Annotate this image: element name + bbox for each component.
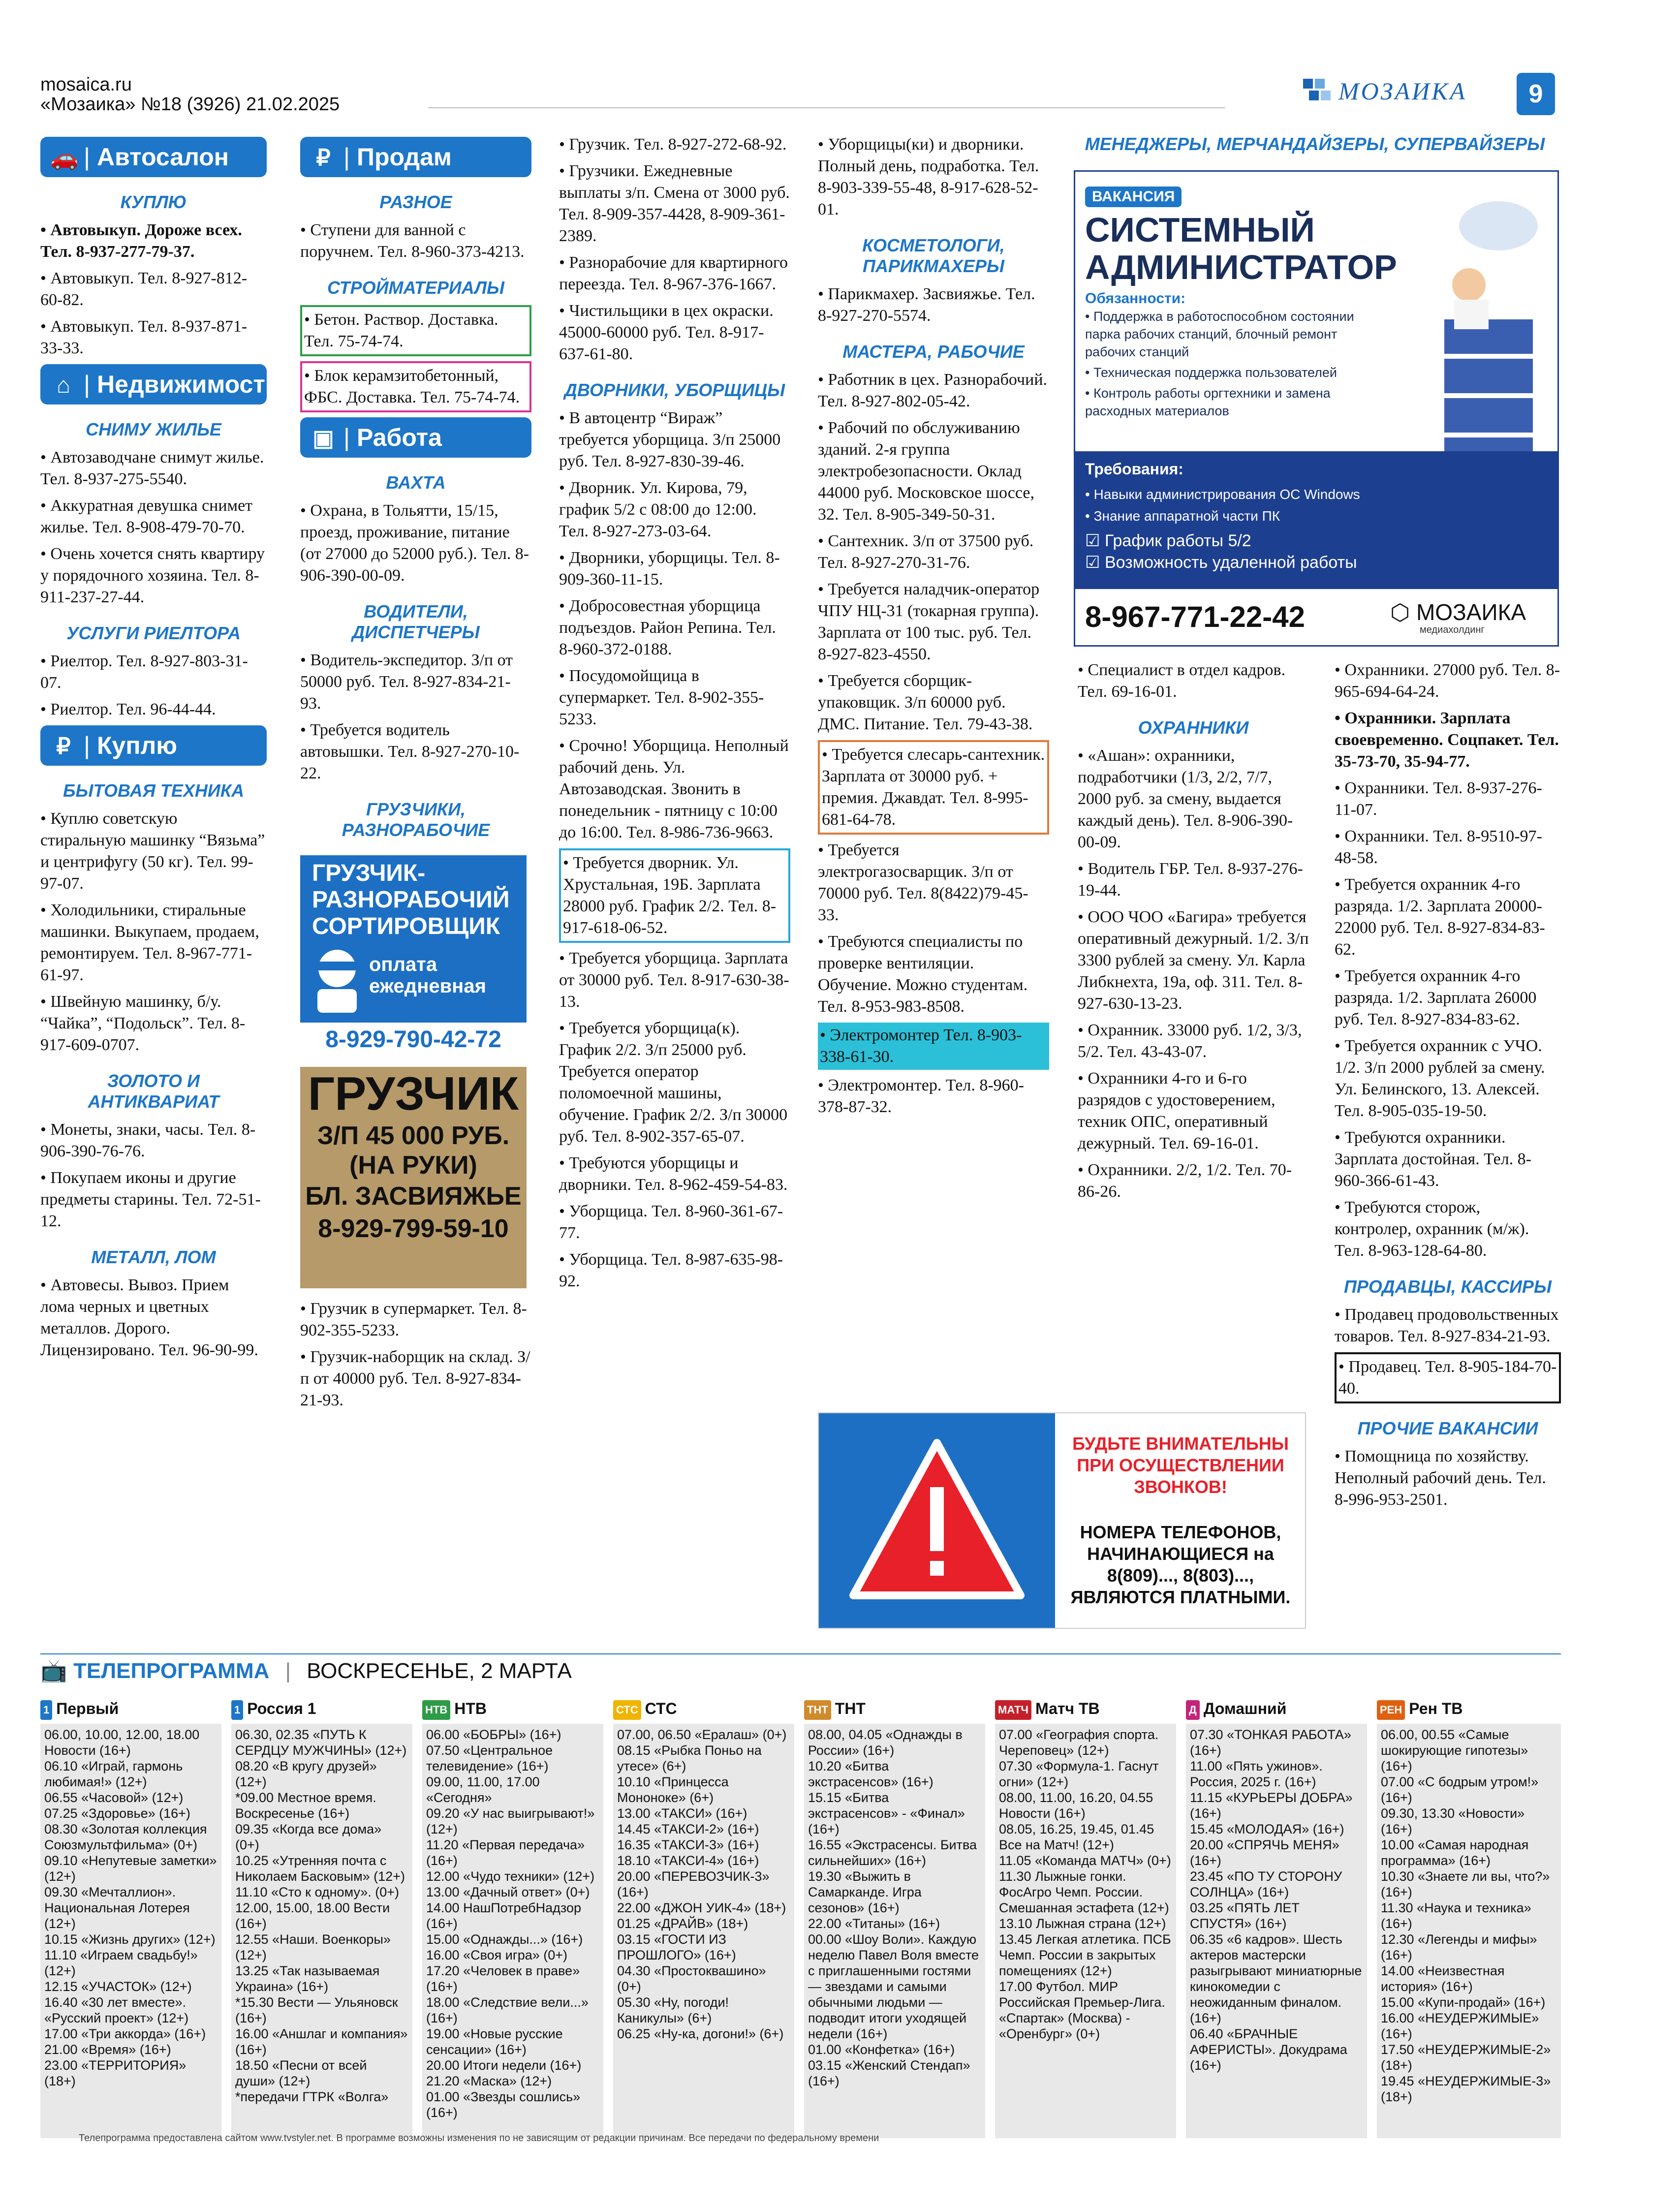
ad: • Требуется охранник 4-го разряда. 1/2. Зарплата 20000-22000 руб. Тел. 8-927-834-83-62. <box>1335 875 1545 959</box>
subheading: СТРОЙМАТЕРИАЛЫ <box>327 278 504 298</box>
tv-program: 16.00 «НЕУДЕРЖИМЫЕ» (16+) <box>1381 2010 1539 2041</box>
header-divider <box>428 107 1225 108</box>
ad: • Автовесы. Вывоз. Прием лома черных и цветных металлов. Дорого. Лицензировано. Тел. 96-90-99. <box>40 1276 258 1359</box>
tv-program: 12.00 «Чудо техники» (12+) <box>426 1868 595 1884</box>
warning-ad <box>818 1412 1306 1629</box>
ad: • Требуются охранники. Зарплата достойная. Тел. 8-960-366-61-43. <box>1335 1128 1531 1190</box>
cubes-icon <box>1299 74 1334 108</box>
tv-program: 11.20 «Первая передача» (16+) <box>426 1837 585 1868</box>
ad-phone: 8-967-771-22-42 <box>1085 600 1305 633</box>
channel-logo-icon: 1 <box>40 1700 52 1720</box>
tv-program: 07.50 «Центральное телевидение» (16+) <box>426 1742 553 1773</box>
ad: • Требуется сборщик-упаковщик. З/п 60000 руб. ДМС. Питание. Тел. 79-43-38. <box>818 672 1033 733</box>
tv-program: 23.45 «ПО ТУ СТОРОНУ СОЛНЦА» (16+) <box>1190 1868 1342 1899</box>
subheading: КОСМЕТОЛОГИ, ПАРИКМАХЕРЫ <box>862 235 1005 276</box>
ad: • Требуются уборщицы и дворники. Тел. 8-962-459-54-83. <box>559 1154 788 1194</box>
ad: • Покупаем иконы и другие предметы старины. Тел. 72-51-12. <box>40 1169 261 1230</box>
ad: • Требуется уборщица. Зарплата от 30000 руб. Тел. 8-917-630-38-13. <box>559 949 789 1011</box>
tv-program: 10.00 «Самая народная программа» (16+) <box>1381 1837 1529 1868</box>
subheading: МАСТЕРА, РАБОЧИЕ <box>842 342 1025 362</box>
tv-program: 10.25 «Утренняя почта с Николаем Басковым» (12+) <box>235 1853 405 1884</box>
tv-program: 09.20 «У нас выигрывают!» (12+) <box>426 1805 595 1836</box>
tv-program: 10.30 «Знаете ли вы, что?» (16+) <box>1381 1868 1550 1899</box>
tv-program: 03.15 «Женский Стендап» (16+) <box>808 2057 970 2088</box>
ad: • Охранники. Зарплата своевременно. Соцпакет. Тел. 35-73-70, 35-94-77. <box>1335 709 1559 771</box>
tv-program: 11.05 «Команда МАТЧ» (0+) <box>999 1853 1171 1868</box>
ad: • Требуется охранник с УЧО. 1/2. З/п 2000 рублей за смену. Ул. Белинского, 13. Алексей. Тел. 8-905-035-19-50. <box>1335 1037 1545 1120</box>
ad-title: СИСТЕМНЫЙ АДМИНИСТРАТОР <box>1085 211 1397 286</box>
tv-channel-tnt: ТНТ ТНТ 08.00, 04.05 «Однажды в России» (16+) 10.20 «Битва экстрасенсов» (16+) 15.15 «Битва экстрасенсов» - «Финал» (16+) 16.55 «Экстрасенсы. Битва сильнейших» (16+) 19.30 «Выжить в Самарканде. Игра сезонов» (16+) 22.00 «Титаны» (16+) 00.00 «Шоу Воли». Каждую неделю Павел Воля вместе с приглашенными гостями — звездами и самыми обычными людьми — подводит итоги уходящей недели (16+) 01.00 «Конфетка» (16+) 03.15 «Женский Стендап» (16+) <box>804 1699 985 2138</box>
ad: • Работник в цех. Разнорабочий. Тел. 8-927-802-05-42. <box>818 371 1048 410</box>
ad: • Охрана, в Тольятти, 15/15, проезд, проживание, питание (от 27000 до 52000 руб.). Тел. 8-906-390-00-09. <box>300 501 529 585</box>
ad-title: ГРУЗЧИК- РАЗНОРАБОЧИЙ СОРТИРОВЩИК <box>312 860 510 939</box>
vacancy-tag: ВАКАНСИЯ <box>1085 187 1182 207</box>
tv-schedule <box>995 1724 1176 2138</box>
tv-program: 14.00 НашПотребНадзор (16+) <box>426 1900 582 1931</box>
tv-program: 09.30, 13.30 «Новости» (16+) <box>1381 1805 1525 1836</box>
tv-schedule <box>613 1724 794 2138</box>
tv-program: 13.00 «ТАКСИ» (16+) <box>617 1805 747 1821</box>
subheading: БЫТОВАЯ ТЕХНИКА <box>63 780 244 801</box>
warning-title: БУДЬТЕ ВНИМАТЕЛЬНЫ ПРИ ОСУЩЕСТВЛЕНИИ ЗВОНКОВ! <box>1072 1433 1289 1497</box>
tv-program: 09.35 «Когда все дома» (0+) <box>235 1821 382 1852</box>
subheading: МЕНЕДЖЕРЫ, МЕРЧАНДАЙЗЕРЫ, СУПЕРВАЙЗЕРЫ <box>1085 134 1545 154</box>
ad: • Грузчик-наборщик на склад. З/п от 40000 руб. Тел. 8-927-834-21-93. <box>300 1348 530 1409</box>
tv-program: 07.30 «Формула-1. Гаснут огни» (12+) <box>999 1758 1159 1789</box>
ruble-icon: ₽ <box>56 733 71 759</box>
ad: • Посудомойщица в супермаркет. Тел. 8-902-355-5233. <box>559 667 764 728</box>
channel-logo-icon: РЕН <box>1377 1700 1405 1720</box>
subheading: ОХРАННИКИ <box>1138 717 1249 738</box>
car-icon: 🚗 <box>50 145 79 170</box>
tv-program: 20.00 «ПЕРЕВОЗЧИК-3» (16+) <box>617 1868 770 1899</box>
ad: • Требуются специалисты по проверке вентиляции. Обучение. Можно студентам. Тел. 8-953-983-8508. <box>818 933 1028 1016</box>
tv-program: 16.40 «30 лет вместе». «Русский проект» (12+) <box>44 1994 189 2025</box>
ad: • Требуется электрогазосварщик. З/п от 70000 руб. Тел. 8(8422)79-45-33. <box>818 841 1028 924</box>
ad: • Холодильники, стиральные машинки. Выкупаем, продаем, ремонтируем. Тел. 8-967-771-61-97. <box>40 901 259 984</box>
ad-title: ГРУЗЧИК <box>308 1067 519 1120</box>
ad-phone: 8-929-799-59-10 <box>318 1214 509 1243</box>
tv-program: 15.00 «Однажды...» (16+) <box>426 1931 583 1947</box>
ad: • Риелтор. Тел. 8-927-803-31-07. <box>40 652 248 692</box>
tv-program: 13.25 «Так называемая Украина» (16+) <box>235 1963 380 1994</box>
tv-program: 15.00 «Купи-продай» (16+) <box>1381 1994 1546 2010</box>
tv-program: 17.20 «Человек в праве» (16+) <box>426 1963 580 1994</box>
tv-program: 12.15 «УЧАСТОК» (12+) <box>44 1979 192 1994</box>
ad: • Грузчик. Тел. 8-927-272-68-92. <box>559 135 787 154</box>
loader-ad-tan <box>300 1067 527 1288</box>
tv-program: 08.05, 16.25, 19.45, 01.45 Все на Матч! (12+) <box>999 1821 1154 1852</box>
house-icon: ⌂ <box>57 372 70 398</box>
column-6 <box>1335 659 1561 1516</box>
tv-divider <box>40 1653 1561 1654</box>
tv-program: 16.35 «ТАКСИ-3» (16+) <box>617 1837 759 1852</box>
subheading: КУПЛЮ <box>120 192 187 212</box>
ad-boxed: • Бетон. Раствор. Доставка. Тел. 75-74-74. <box>300 305 531 356</box>
tv-program: 03.25 «ПЯТЬ ЛЕТ СПУСТЯ» (16+) <box>1190 1900 1300 1931</box>
ad: • Водитель-экспедитор. З/п от 50000 руб. Тел. 8-927-834-21-93. <box>300 651 513 713</box>
ad-pay: оплата ежедневная <box>369 954 486 997</box>
ad: • Автовыкуп. Дороже всех. Тел. 8-937-277-79-37. <box>40 221 242 261</box>
ad: • Специалист в отдел кадров. Тел. 69-16-01. <box>1078 661 1286 701</box>
tv-program: 12.55 «Наши. Военкоры» (12+) <box>235 1931 391 1962</box>
tv-program: 10.15 «Жизнь других» (12+) <box>44 1931 216 1947</box>
tv-program: 11.30 «Наука и техника» (16+) <box>1381 1900 1531 1931</box>
ad-pay-note: (НА РУКИ) <box>349 1151 477 1180</box>
ad: • Требуются сторож, контролер, охранник (м/ж). Тел. 8-963-128-64-80. <box>1335 1198 1529 1260</box>
tv-header: 📺 ТЕЛЕПРОГРАММА | ВОСКРЕСЕНЬЕ, 2 МАРТА <box>40 1659 572 1683</box>
tv-program: 05.30 «Ну, погоди! Каникулы» (6+) <box>617 1994 729 2025</box>
tv-program: 00.00 «Шоу Воли». Каждую неделю Павел Воля вместе с приглашенными гостями — звездами и самыми обычными людьми — подводит итоги уходящей недели (16+) <box>808 1931 979 2041</box>
ad: • Сантехник. З/п от 37500 руб. Тел. 8-927-270-31-76. <box>818 532 1034 572</box>
subheading: ПРОДАВЦЫ, КАССИРЫ <box>1344 1276 1552 1297</box>
subheading: ПРОЧИЕ ВАКАНСИИ <box>1357 1418 1538 1438</box>
tv-program: 07.00 «География спорта. Череповец» (12+) <box>999 1727 1159 1758</box>
tv-program: 07.30 «ТОНКАЯ РАБОТА» (16+) <box>1190 1727 1351 1758</box>
ad: • «Ашан»: охранники, подработчики (1/3, 2/2, 7/7, 2000 руб. за смену, выдается каждый день). Тел. 8-906-390-00-09. <box>1078 747 1293 851</box>
subheading: ГРУЗЧИКИ, РАЗНОРАБОЧИЕ <box>342 799 490 840</box>
ad: • Аккуратная девушка снимет жилье. Тел. 8-908-479-70-70. <box>40 497 253 536</box>
tv-program: 06.40 «БРАЧНЫЕ АФЕРИСТЫ». Докудрама (16+) <box>1190 2026 1347 2073</box>
tv-program: 16.55 «Экстрасенсы. Битва сильнейших» (16+) <box>808 1837 977 1868</box>
tv-program: 07.00, 06.50 «Ералаш» (0+) <box>617 1727 787 1742</box>
sysadmin-ad <box>1074 170 1559 647</box>
ad: • Автовыкуп. Тел. 8-937-871-33-33. <box>40 317 248 357</box>
issue-info: «Мозаика» №18 (3926) 21.02.2025 <box>40 94 340 115</box>
subheading: МЕТАЛЛ, ЛОМ <box>91 1247 216 1267</box>
worker-icon <box>310 944 364 1013</box>
tv-program: 19.00 «Новые русские сенсации» (16+) <box>426 2026 563 2057</box>
tv-program: 15.15 «Битва экстрасенсов» - «Финал» (16+) <box>808 1790 965 1836</box>
tv-program: *15.30 Вести — Ульяновск (16+) <box>235 1994 398 2025</box>
tv-program: 08.20 «В кругу друзей» (12+) <box>235 1758 377 1789</box>
tv-channel-rossiya: 1 Россия 1 06.30, 02.35 «ПУТЬ К СЕРДЦУ МУЖЧИНЫ» (12+) 08.20 «В кругу друзей» (12+) *09.00 Местное время. Воскресенье (16+) 09.35 «Когда все дома» (0+) 10.25 «Утренняя почта с Николаем Басковым» (12+) 11.10 «Сто к одному». (0+) 12.00, 15.00, 18.00 Вести (16+) 12.55 «Наши. Военкоры» (12+) 13.25 «Так называемая Украина» (16+) *15.30 Вести — Ульяновск (16+) 16.00 «Аншлаг и компания» (16+) 18.50 «Песни от всей души» (12+) *передачи ГТРК «Волга» <box>231 1699 412 2138</box>
tv-program: 08.00, 04.05 «Однажды в России» (16+) <box>808 1727 963 1758</box>
ad: • Автозаводчане снимут жилье. Тел. 8-937-275-5540. <box>40 448 264 488</box>
ad: • Автовыкуп. Тел. 8-927-812-60-82. <box>40 269 248 309</box>
section-work: ▣ | Работа <box>300 417 531 458</box>
ad: • Требуется наладчик-оператор ЧПУ НЦ-31 (токарная группа). Зарплата от 100 тыс. руб. Тел. 8-927-823-4550. <box>818 580 1040 663</box>
tv-channel-match: МАТЧ Матч ТВ 07.00 «География спорта. Череповец» (12+) 07.30 «Формула-1. Гаснут огни» (12+) 08.00, 11.00, 16.20, 04.55 Новости (16+) 08.05, 16.25, 19.45, 01.45 Все на Матч! (12+) 11.05 «Команда МАТЧ» (0+) 11.30 Лыжные гонки. ФосАгро Чемп. России. Смешанная эстафета (12+) 13.10 Лыжная страна (12+) 13.45 Легкая атлетика. ПСБ Чемп. России в закрытых помещениях (12+) 17.00 Футбол. МИР Российская Премьер-Лига. «Спартак» (Москва) - «Оренбург» (0+) <box>995 1699 1176 2138</box>
tv-program: 06.00, 00.55 «Самые шокирующие гипотезы» (16+) <box>1381 1727 1528 1773</box>
tv-program: 08.15 «Рыбка Поньо на утесе» (6+) <box>617 1742 762 1773</box>
column-5 <box>1078 659 1309 1208</box>
subheading: ЗОЛОТО И АНТИКВАРИАТ <box>88 1071 219 1112</box>
ad: • Уборщицы(ки) и дворники. Полный день, подработка. Тел. 8-903-339-55-48, 8-917-628-52-01. <box>818 135 1039 218</box>
tv-day: ВОСКРЕСЕНЬЕ, 2 МАРТА <box>307 1659 572 1683</box>
brand-sub: медиахолдинг <box>1420 624 1485 635</box>
tv-program: 17.00 «Три аккорда» (16+) <box>44 2026 206 2041</box>
ad-boxed: • Продавец. Тел. 8-905-184-70-40. <box>1335 1352 1561 1403</box>
tv-program: 13.00 «Дачный ответ» (0+) <box>426 1884 590 1899</box>
tv-program: 23.00 «ТЕРРИТОРИЯ» (18+) <box>44 2057 187 2088</box>
column-4 <box>818 134 1049 1123</box>
ad: • Чистильщики в цех окраски. 45000-60000 руб. Тел. 8-917-637-61-80. <box>559 302 774 363</box>
ad: • Помощница по хозяйству. Неполный рабочий день. Тел. 8-996-953-2501. <box>1335 1447 1546 1509</box>
ad: • Охранники. Тел. 8-937-276-11-07. <box>1335 779 1542 819</box>
column-3 <box>559 134 790 1297</box>
ad: • Разнорабочие для квартирного переезда. Тел. 8-967-376-1667. <box>559 253 788 293</box>
tv-program: 04.30 «Простоквашино» (0+) <box>617 1963 766 1994</box>
ad: • Требуется охранник 4-го разряда. 1/2. Зарплата 26000 руб. Тел. 8-927-834-83-62. <box>1335 967 1537 1028</box>
tv-program: 12.00, 15.00, 18.00 Вести (16+) <box>235 1900 390 1931</box>
ad: • В автоцентр “Вираж” требуется уборщица. З/п 25000 руб. Тел. 8-927-830-39-46. <box>559 409 781 470</box>
tv-program: 11.10 «Играем свадьбу!» (12+) <box>44 1947 198 1978</box>
ad-phone: 8-929-790-42-72 <box>300 1023 527 1057</box>
subheading: ВАХТА <box>386 472 446 493</box>
tv-program: 19.45 «НЕУДЕРЖИМЫЕ-3» (18+) <box>1381 2073 1551 2104</box>
ad-highlighted: • Электромонтер Тел. 8-903-338-61-30. <box>818 1023 1049 1070</box>
ad: • Уборщица. Тел. 8-987-635-98-92. <box>559 1250 783 1290</box>
brand-logo: ⬡ МОЗАИКА <box>1390 599 1526 625</box>
channel-logo-icon: 1 <box>231 1700 243 1720</box>
tv-program: 07.25 «Здоровье» (16+) <box>44 1805 190 1821</box>
tv-program: 15.45 «МОЛОДАЯ» (16+) <box>1190 1821 1344 1836</box>
tv-program: 06.25 «Ну-ка, догони!» (6+) <box>617 2026 784 2041</box>
tv-program: 10.20 «Битва экстрасенсов» (16+) <box>808 1758 933 1789</box>
tv-program: 11.00 «Пять ужинов». Россия, 2025 г. (16+) <box>1190 1758 1323 1789</box>
tv-program: 21.20 «Маска» (12+) <box>426 2073 552 2088</box>
subheading: СНИМУ ЖИЛЬЕ <box>86 419 221 439</box>
channel-logo-icon: НТВ <box>422 1700 450 1720</box>
tv-program: 12.30 «Легенды и мифы» (16+) <box>1381 1931 1537 1962</box>
ad: • Охранник. 33000 руб. 1/2, 3/3, 5/2. Тел. 43-43-07. <box>1078 1021 1302 1061</box>
tv-program: 18.10 «ТАКСИ-4» (16+) <box>617 1853 759 1868</box>
site-url[interactable]: mosaica.ru <box>40 74 132 95</box>
tv-channel-ntv: НТВ НТВ 06.00 «БОБРЫ» (16+) 07.50 «Центральное телевидение» (16+) 09.00, 11.00, 17.00 «Сегодня» 09.20 «У нас выигрывают!» (12+) 11.20 «Первая передача» (16+) 12.00 «Чудо техники» (12+) 13.00 «Дачный ответ» (0+) 14.00 НашПотребНадзор (16+) 15.00 «Однажды...» (16+) 16.00 «Своя игра» (0+) 17.20 «Человек в праве» (16+) 18.00 «Следствие вели...» (16+) 19.00 «Новые русские сенсации» (16+) 20.00 Итоги недели (16+) 21.20 «Маска» (12+) 01.00 «Звезды сошлись» (16+) <box>422 1699 603 2138</box>
tv-schedule <box>231 1724 412 2138</box>
tv-program: 18.50 «Песни от всей души» (12+) <box>235 2057 367 2088</box>
channel-logo-icon: Д <box>1186 1700 1200 1720</box>
loader-ad-blue <box>300 855 527 1057</box>
tv-program: 06.00, 10.00, 12.00, 18.00 Новости (16+) <box>44 1727 200 1758</box>
ad: • ООО ЧОО «Багира» требуется оперативный дежурный. 1/2. З/п 3300 рублей за смену. Ул. Карла Либкнехта, 19а, оф. 311. Тел. 8-927-630-13-23. <box>1078 908 1309 1013</box>
tv-program: 06.55 «Часовой» (12+) <box>44 1790 184 1805</box>
ad: • Водитель ГБР. Тел. 8-937-276-19-44. <box>1078 860 1303 900</box>
tv-schedule <box>40 1724 221 2138</box>
tv-program: 01.25 «ДРАЙВ» (18+) <box>617 1916 748 1931</box>
tv-program: 01.00 «Конфетка» (16+) <box>808 2042 955 2057</box>
tv-program: 07.00 «С бодрым утром!» (16+) <box>1381 1774 1539 1805</box>
hexagon-icon: ⬡ <box>1390 599 1410 625</box>
section-autosalon: 🚗 | Автосалон <box>40 137 267 177</box>
column-2 <box>300 134 531 1416</box>
tv-icon: 📺 <box>40 1659 67 1683</box>
tv-program: 01.00 «Звезды сошлись» (16+) <box>426 2089 581 2120</box>
section-realty: ⌂ | Недвижимость <box>40 364 267 404</box>
tv-schedule <box>804 1724 985 2138</box>
ad: • Грузчик в супермаркет. Тел. 8-902-355-5233. <box>300 1300 527 1339</box>
ruble-up-icon: ₽ <box>316 145 331 170</box>
tv-program: 11.15 «КУРЬЕРЫ ДОБРА» (16+) <box>1190 1790 1353 1821</box>
tv-program: 06.00 «БОБРЫ» (16+) <box>426 1727 561 1742</box>
ad: • Требуется водитель автовышки. Тел. 8-927-270-10-22. <box>300 721 520 782</box>
checkbox-icon: ☑ <box>1085 553 1100 572</box>
tv-channel-sts: СТС СТС 07.00, 06.50 «Ералаш» (0+) 08.15 «Рыбка Поньо на утесе» (6+) 10.10 «Принцесса Мононоке» (6+) 13.00 «ТАКСИ» (16+) 14.45 «ТАКСИ-2» (16+) 16.35 «ТАКСИ-3» (16+) 18.10 «ТАКСИ-4» (16+) 20.00 «ПЕРЕВОЗЧИК-3» (16+) 22.00 «ДЖОН УИК-4» (18+) 01.25 «ДРАЙВ» (18+) 03.15 «ГОСТИ ИЗ ПРОШЛОГО» (16+) 04.30 «Простоквашино» (0+) 05.30 «Ну, погоди! Каникулы» (6+) 06.25 «Ну-ка, догони!» (6+) <box>613 1699 794 2138</box>
ad-address: БЛ. ЗАСВИЯЖЬЕ <box>305 1182 522 1211</box>
ad: • Срочно! Уборщица. Неполный рабочий день. Ул. Автозаводская. Звонить в понедельник - пятницу с 10:00 до 16:00. Тел. 8-986-736-9663. <box>559 737 789 841</box>
ad: • Охранники. 27000 руб. Тел. 8-965-694-64-24. <box>1335 661 1560 701</box>
ad: • Продавец продовольственных товаров. Тел. 8-927-834-21-93. <box>1335 1306 1559 1345</box>
ad: • Требуется уборщица(к). График 2/2. З/п 25000 руб. Требуется оператор поломоечной машины, обучение. График 2/2. З/п 30000 руб. Тел. 8-902-357-65-07. <box>559 1019 788 1146</box>
tv-program: 06.35 «6 кадров». Шесть актеров мастерски разыгрывают миниатюрные кинокомедии с неожиданным финалом. (16+) <box>1190 1931 1362 2025</box>
ad-boxed: • Требуется дворник. Ул. Хрустальная, 19Б. Зарплата 28000 руб. График 2/2. Тел. 8-917-618-06-52. <box>559 848 790 943</box>
warning-panel <box>819 1413 1055 1628</box>
ad-pay: З/П 45 000 РУБ. <box>317 1121 510 1150</box>
section-sell: ₽ | Продам <box>300 137 531 177</box>
channel-logo-icon: СТС <box>613 1700 641 1720</box>
mozaika-logo <box>1299 74 1486 108</box>
ad: • Уборщица. Тел. 8-960-361-67-77. <box>559 1202 783 1242</box>
ad: • Швейную машинку, б/у. “Чайка”, “Подольск”. Тел. 8-917-609-0707. <box>40 993 246 1054</box>
tv-schedule <box>1186 1724 1367 2138</box>
tv-program: 18.00 «Следствие вели...» (16+) <box>426 1994 589 2025</box>
tv-program: *09.00 Местное время. Воскресенье (16+) <box>235 1790 376 1821</box>
tv-program: 20.00 «СПРЯЧЬ МЕНЯ» (16+) <box>1190 1837 1339 1868</box>
tv-footer-note: Телепрограмма предоставлена сайтом www.tvstyler.net. В программе возможны изменения по не зависящим от редакции причинам. Все передачи по федеральному времени <box>79 2133 879 2144</box>
tv-program: 13.10 Лыжная страна (12+) <box>999 1916 1166 1931</box>
tv-program: 03.15 «ГОСТИ ИЗ ПРОШЛОГО» (16+) <box>617 1931 736 1962</box>
tv-program: *передачи ГТРК «Волга» <box>235 2089 389 2104</box>
ad: • Электромонтер. Тел. 8-960-378-87-32. <box>818 1076 1024 1116</box>
ad: • Очень хочется снять квартиру у порядочного хозяина. Тел. 8-911-237-27-44. <box>40 545 265 606</box>
tv-channel-ren: РЕН Рен ТВ 06.00, 00.55 «Самые шокирующие гипотезы» (16+) 07.00 «С бодрым утром!» (16+) 09.30, 13.30 «Новости» (16+) 10.00 «Самая народная программа» (16+) 10.30 «Знаете ли вы, что?» (16+) 11.30 «Наука и техника» (16+) 12.30 «Легенды и мифы» (16+) 14.00 «Неизвестная история» (16+) 15.00 «Купи-продай» (16+) 16.00 «НЕУДЕРЖИМЫЕ» (16+) 17.50 «НЕУДЕРЖИМЫЕ-2» (18+) 19.45 «НЕУДЕРЖИМЫЕ-3» (18+) <box>1377 1699 1561 2138</box>
briefcase-icon: ▣ <box>312 425 334 451</box>
ad: • Ступени для ванной с поручнем. Тел. 8-960-373-4213. <box>300 221 525 261</box>
ad: • Дворники, уборщицы. Тел. 8-909-360-11-15. <box>559 549 780 589</box>
warning-text: НОМЕРА ТЕЛЕФОНОВ, НАЧИНАЮЩИЕСЯ на 8(809)..., 8(803)..., ЯВЛЯЮТСЯ ПЛАТНЫМИ. <box>1070 1522 1291 1607</box>
tv-program: 10.10 «Принцесса Мононоке» (6+) <box>617 1774 729 1805</box>
subheading: ВОДИТЕЛИ, ДИСПЕТЧЕРЫ <box>352 601 480 642</box>
channel-logo-icon: МАТЧ <box>995 1700 1031 1720</box>
server-illustration-icon <box>1390 182 1548 487</box>
warning-triangle-icon <box>819 1413 1055 1628</box>
ad: • Грузчики. Ежедневные выплаты з/п. Смена от 3000 руб. Тел. 8-909-357-4428, 8-909-361-2389. <box>559 162 790 245</box>
page-number: 9 <box>1517 73 1555 115</box>
ad: • Дворник. Ул. Кирова, 79, график 5/2 с 08:00 до 12:00. Тел. 8-927-273-03-64. <box>559 479 757 540</box>
ad-boxed: • Блок керамзитобетонный, ФБС. Доставка. Тел. 75-74-74. <box>300 361 531 412</box>
duties-list: Обязанности: • Поддержка в работоспособном состоянии парка рабочих станций, блочный ремонт рабочих станций • Техническая поддержка пользователей • Контроль работы оргтехники и замена расходных материалов <box>1085 290 1354 418</box>
ad: • Добросовестная уборщица подъездов. Район Репина. Тел. 8-960-372-0188. <box>559 597 776 658</box>
tv-schedule <box>422 1724 603 2138</box>
tv-title: ТЕЛЕПРОГРАММА <box>73 1659 270 1683</box>
tv-program: 13.45 Легкая атлетика. ПСБ Чемп. России в закрытых помещениях (12+) <box>999 1931 1171 1978</box>
tv-program: 16.00 «Аншлаг и компания» (16+) <box>235 2026 408 2057</box>
tv-program: 16.00 «Своя игра» (0+) <box>426 1947 568 1962</box>
tv-schedule <box>1377 1724 1561 2138</box>
tv-program: 20.00 Итоги недели (16+) <box>426 2057 582 2073</box>
ad-boxed: • Требуется слесарь-сантехник. Зарплата от 30000 руб. + премия. Джавдат. Тел. 8-995-681-64-78. <box>818 740 1049 835</box>
tv-program: 14.45 «ТАКСИ-2» (16+) <box>617 1821 759 1836</box>
tv-program: 08.00, 11.00, 16.20, 04.55 Новости (16+) <box>999 1790 1153 1821</box>
checkbox-icon: ☑ <box>1085 531 1100 550</box>
tv-program: 09.30 «Мечталлион». Национальная Лотерея (12+) <box>44 1884 190 1931</box>
tv-program: 06.30, 02.35 «ПУТЬ К СЕРДЦУ МУЖЧИНЫ» (12+) <box>235 1727 407 1758</box>
tv-program: 22.00 «Титаны» (16+) <box>808 1916 940 1931</box>
ad: • Монеты, знаки, часы. Тел. 8-906-390-76-76. <box>40 1120 256 1160</box>
column-1 <box>40 134 280 1366</box>
ad: • Рабочий по обслуживанию зданий. 2-я группа электробезопасности. Оклад 44000 руб. Московское шоссе, 32. Тел. 8-905-349-50-31. <box>818 419 1034 524</box>
ad: • Куплю советскую стиральную машинку “Вязьма” и центрифугу (50 кг). Тел. 99-97-07. <box>40 809 265 893</box>
tv-program: 11.10 «Сто к одному». (0+) <box>235 1884 400 1899</box>
subheading: РАЗНОЕ <box>379 192 452 212</box>
tv-program: 19.30 «Выжить в Самарканде. Игра сезонов» (16+) <box>808 1868 922 1915</box>
tv-program: 06.10 «Играй, гармонь любимая!» (12+) <box>44 1758 183 1789</box>
ad: • Охранники. 2/2, 1/2. Тел. 70-86-26. <box>1078 1161 1292 1201</box>
tv-program: 14.00 «Неизвестная история» (16+) <box>1381 1963 1505 1994</box>
tv-program: 09.10 «Непутевые заметки» (12+) <box>44 1853 217 1884</box>
subheading: УСЛУГИ РИЕЛТОРА <box>66 623 241 643</box>
tv-channel-domashniy: Д Домашний 07.30 «ТОНКАЯ РАБОТА» (16+) 11.00 «Пять ужинов». Россия, 2025 г. (16+) 11.15 «КУРЬЕРЫ ДОБРА» (16+) 15.45 «МОЛОДАЯ» (16+) 20.00 «СПРЯЧЬ МЕНЯ» (16+) 23.45 «ПО ТУ СТОРОНУ СОЛНЦА» (16+) 03.25 «ПЯТЬ ЛЕТ СПУСТЯ» (16+) 06.35 «6 кадров». Шесть актеров мастерски разыгрывают миниатюрные кинокомедии с неожиданным финалом. (16+) 06.40 «БРАЧНЫЕ АФЕРИСТЫ». Докудрама (16+) <box>1186 1699 1367 2138</box>
ad: • Охранники. Тел. 8-9510-97-48-58. <box>1335 827 1542 867</box>
section-buy: ₽ | Куплю <box>40 725 267 766</box>
tv-program: 17.50 «НЕУДЕРЖИМЫЕ-2» (18+) <box>1381 2042 1551 2073</box>
tv-program: 09.00, 11.00, 17.00 «Сегодня» <box>426 1774 540 1805</box>
logo-text: МОЗАИКА <box>1338 77 1467 105</box>
channel-logo-icon: ТНТ <box>804 1700 831 1720</box>
tv-channel-pervyi: 1 Первый 06.00, 10.00, 12.00, 18.00 Новости (16+) 06.10 «Играй, гармонь любимая!» (12+) 06.55 «Часовой» (12+) 07.25 «Здоровье» (16+) 08.30 «Золотая коллекция Союзмультфильма» (0+) 09.10 «Непутевые заметки» (12+) 09.30 «Мечталлион». Национальная Лотерея (12+) 10.15 «Жизнь других» (12+) 11.10 «Играем свадьбу!» (12+) 12.15 «УЧАСТОК» (12+) 16.40 «30 лет вместе». «Русский проект» (12+) 17.00 «Три аккорда» (16+) 21.00 «Время» (16+) 23.00 «ТЕРРИТОРИЯ» (18+) <box>40 1699 221 2138</box>
ad: • Охранники 4-го и 6-го разрядов с удостоверением, техник ОПС, оперативный дежурный. Тел. 69-16-01. <box>1078 1069 1276 1152</box>
tv-program: 22.00 «ДЖОН УИК-4» (18+) <box>617 1900 786 1915</box>
subheading: ДВОРНИКИ, УБОРЩИЦЫ <box>564 380 785 400</box>
tv-program: 17.00 Футбол. МИР Российская Премьер-Лига. «Спартак» (Москва) - «Оренбург» (0+) <box>999 1979 1165 2041</box>
ad: • Парикмахер. Засвияжье. Тел. 8-927-270-5574. <box>818 285 1035 325</box>
tv-program: 21.00 «Время» (16+) <box>44 2042 171 2057</box>
tv-program: 08.30 «Золотая коллекция Союзмультфильма» (0+) <box>44 1821 207 1852</box>
tv-program: 11.30 Лыжные гонки. ФосАгро Чемп. России. Смешанная эстафета (12+) <box>999 1868 1169 1915</box>
requirements-panel: Требования: • Навыки администрирования ОС Windows • Знание аппаратной части ПК ☑ График работы 5/2 ☑ Возможность удаленной работы <box>1075 451 1557 589</box>
ad: • Риелтор. Тел. 96-44-44. <box>40 700 216 718</box>
